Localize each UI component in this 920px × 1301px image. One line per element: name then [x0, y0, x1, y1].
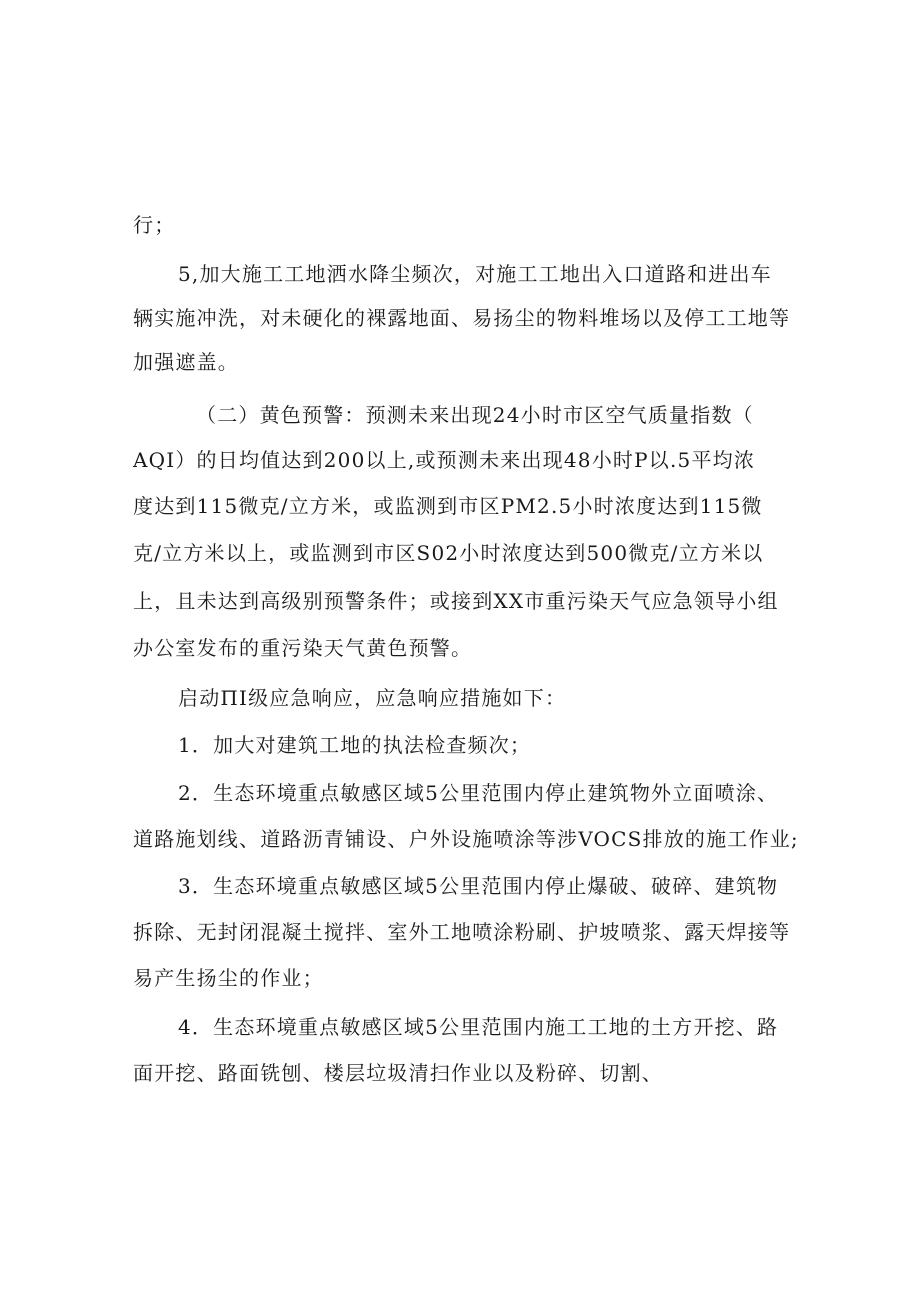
text-line: 道路施划线、道路沥青铺设、户外设施喷涂等涉VOCS排放的施工作业; [133, 827, 799, 851]
text-line: 辆实施冲洗，对未硬化的裸露地面、易扬尘的物料堆场以及停工工地等 [133, 306, 791, 330]
text-line: 拆除、无封闭混凝土搅拌、室外工地喷涂粉刷、护坡喷浆、露天焊接等 [133, 920, 791, 944]
section-heading: （二）黄色预警：预测未来出现24小时市区空气质量指数（ [196, 403, 754, 427]
text-line: 克/立方米以上，或监测到市区S02小时浓度达到500微克/立方米以 [133, 541, 764, 565]
text-line: 行； [133, 213, 176, 237]
list-item: 1．加大对建筑工地的执法检查频次； [178, 733, 532, 757]
text-line: 5,加大施工工地洒水降尘频次，对施工工地出入口道路和进出车 [178, 262, 772, 286]
list-item: 2．生态环境重点敏感区域5公里范围内停止建筑物外立面喷涂、 [178, 781, 779, 805]
text-line: 面开挖、路面铣刨、楼层垃圾清扫作业以及粉碎、切割、 [133, 1061, 663, 1085]
text-line: 启动ΠI级应急响应，应急响应措施如下： [178, 686, 567, 710]
text-line: 办公室发布的重污染天气黄色预警。 [133, 636, 473, 660]
text-line: 易产生扬尘的作业； [133, 966, 324, 990]
text-line: 加强遮盖。 [133, 350, 239, 374]
list-item: 4．生态环境重点敏感区域5公里范围内施工工地的土方开挖、路 [178, 1015, 779, 1039]
text-line: 度达到115微克/立方米，或监测到市区PM2.5小时浓度达到115微 [133, 494, 763, 518]
list-item: 3．生态环境重点敏感区域5公里范围内停止爆破、破碎、建筑物 [178, 874, 779, 898]
text-line: 上，且未达到高级别预警条件；或接到XX市重污染天气应急领导小组 [133, 589, 779, 613]
text-line: AQI）的日均值达到200以上,或预测未来出现48小时P以.5平均浓 [133, 448, 756, 472]
